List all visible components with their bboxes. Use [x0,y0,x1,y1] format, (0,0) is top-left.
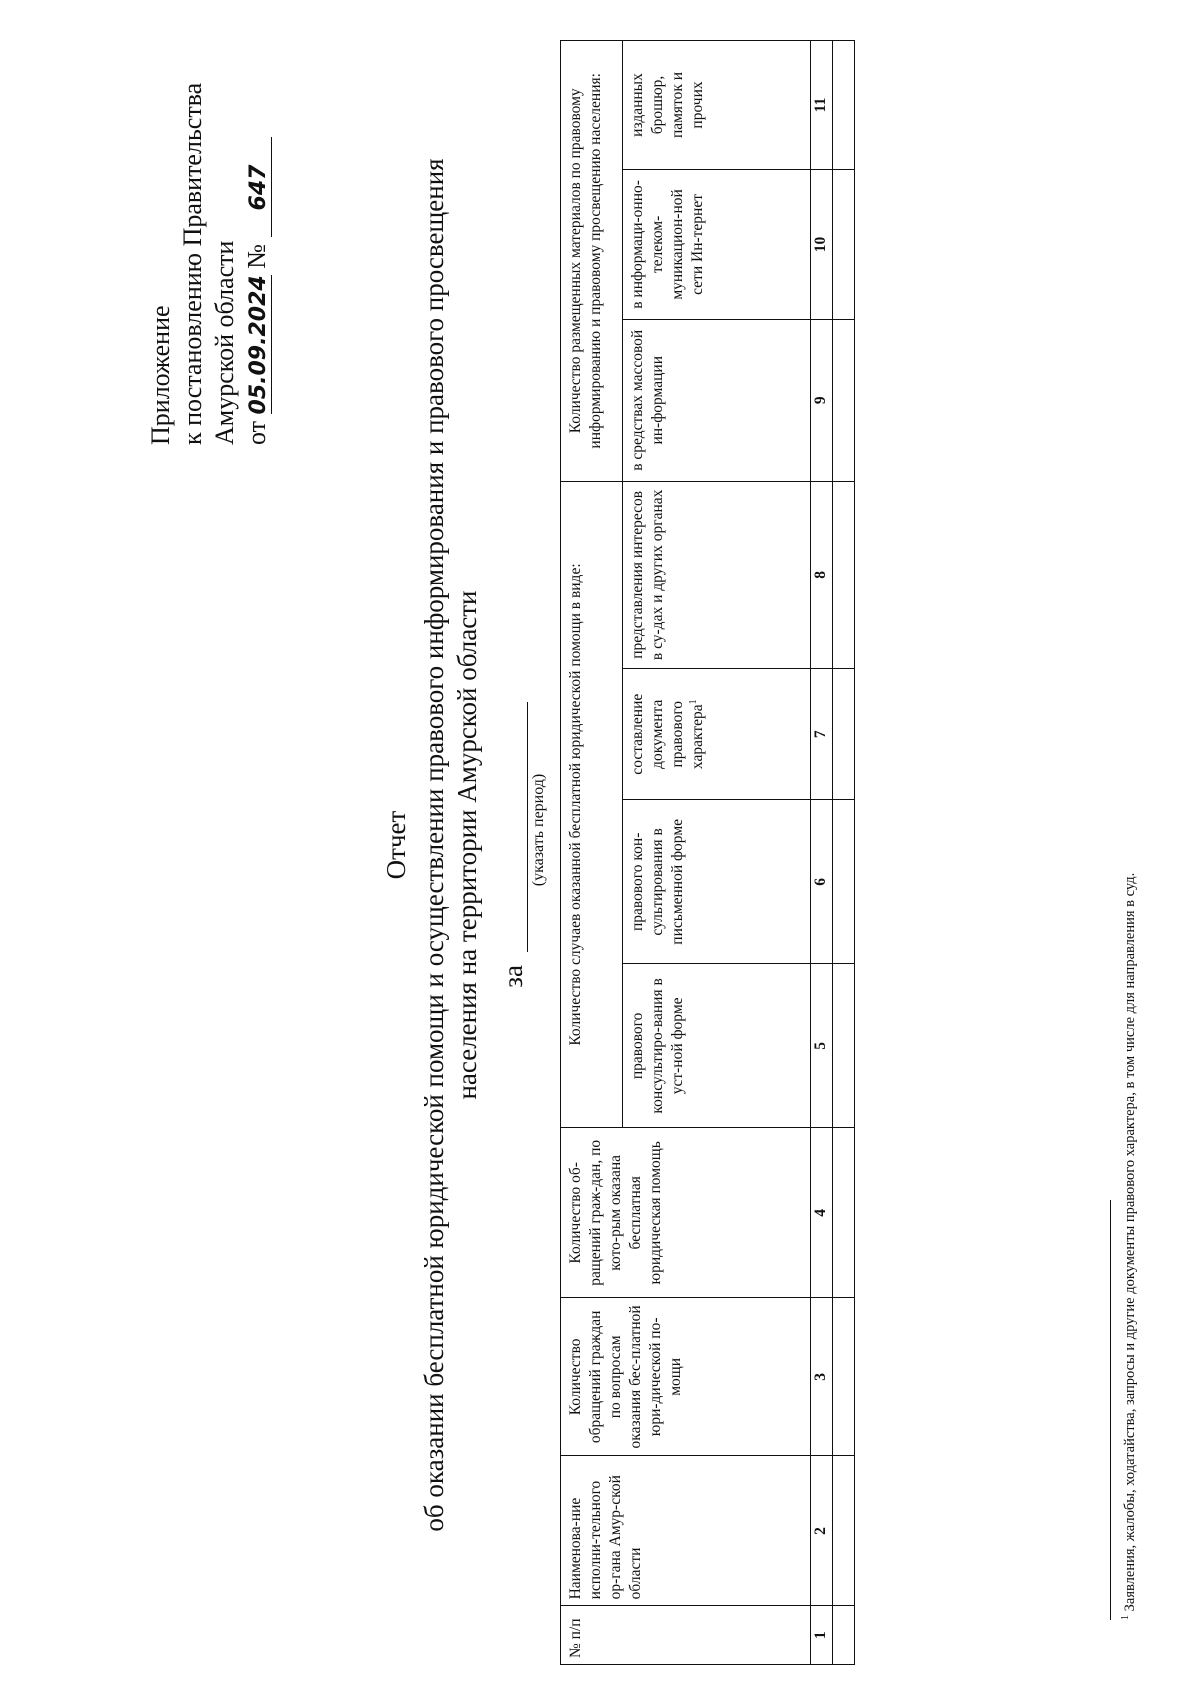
table-row-column-numbers [811,41,833,1665]
empty-cell[interactable] [833,1298,855,1456]
header-assisted-requests-count: Количество об-ращений граж-дан, по кото-рым оказана бесплатная юридическая помощь [561,1128,811,1298]
column-number-cell: 8 [811,481,833,669]
report-subtitle-line2: населения на территории Амурской области [452,590,482,1100]
header-internet: в информаци-онно-телеком-муникацион-ной сети Ин-тернет [623,169,811,319]
appendix-date-number-line [241,25,273,445]
appendix-resolution-ref: к постановлению Правительства [178,82,207,445]
column-number-cell: 6 [811,800,833,964]
column-number-cell: 5 [811,964,833,1128]
footnote-text: Заявления, жалобы, ходатайства, запросы и другие документы правового характера, в том числе для направления в суд. [1122,872,1138,1612]
header-mass-media: в средствах массовой ин-формации [623,319,811,481]
empty-cell[interactable] [833,1128,855,1298]
empty-cell[interactable] [833,1456,855,1606]
date-prefix: от [242,420,271,445]
empty-cell[interactable] [833,964,855,1128]
table-header-row [561,41,623,1665]
footnote-mark: 1 [1120,1615,1132,1620]
report-subtitle [418,115,484,1575]
column-number-cell: 11 [811,41,833,170]
footnote-rule [1110,1200,1111,1620]
footnote-mark: 1 [687,699,699,705]
appendix-region: Амурской области [210,240,239,445]
column-number-cell: 10 [811,169,833,319]
empty-cell[interactable] [833,481,855,669]
empty-cell[interactable] [833,800,855,964]
header-oral-consultation: правового консультиро-вания в уст-ной форме [623,964,811,1128]
empty-cell[interactable] [833,1606,855,1665]
empty-cell[interactable] [833,169,855,319]
appendix-header [145,25,273,445]
header-row-number: № п/п [561,1606,811,1665]
handwritten-number: 647 [247,137,272,237]
period-label: за [498,965,528,988]
header-representation: представления интересов в су-дах и других органах [623,481,811,669]
column-number-cell: 2 [811,1456,833,1606]
report-table [560,40,855,1665]
number-sign: № [242,243,271,269]
header-legal-document-drafting-text: составление документа правового характера [629,693,706,775]
header-requests-count: Количество обращений граждан по вопросам оказания бес-платной юри-дической по-мощи [561,1298,811,1456]
column-number-cell: 7 [811,669,833,800]
column-number-cell: 3 [811,1298,833,1456]
empty-cell[interactable] [833,669,855,800]
period-hint: (указать период) [530,773,547,887]
header-written-consultation: правового кон-сультирования в письменной форме [623,800,811,964]
empty-cell[interactable] [833,41,855,170]
period-row [498,115,528,1575]
header-brochures: изданных брошюр, памяток и прочих [623,41,811,170]
period-input-line [503,702,528,952]
column-number-cell: 1 [811,1606,833,1665]
header-authority-name: Наименова-ние исполни-тельного ор-гана Амур-ской области [561,1456,811,1606]
header-group-published-materials: Количество размещенных материалов по правовому информированию и правовому просвещению населения: [561,41,623,482]
empty-cell[interactable] [833,319,855,481]
handwritten-date: 05.09.2024 [246,275,271,415]
report-title: Отчет [381,810,411,880]
column-number-cell: 9 [811,319,833,481]
header-legal-document-drafting [623,669,811,800]
appendix-title: Приложение [146,305,175,445]
report-subtitle-line1: об оказании бесплатной юридической помощи и осуществлении правового информирования и правового просвещения [419,158,449,1532]
header-group-legal-aid-cases: Количество случаев оказанной бесплатной юридической помощи в виде: [561,481,623,1128]
report-title-block [380,115,548,1575]
footnote [1122,873,1139,1620]
table-row-empty [833,41,855,1665]
column-number-cell: 4 [811,1128,833,1298]
